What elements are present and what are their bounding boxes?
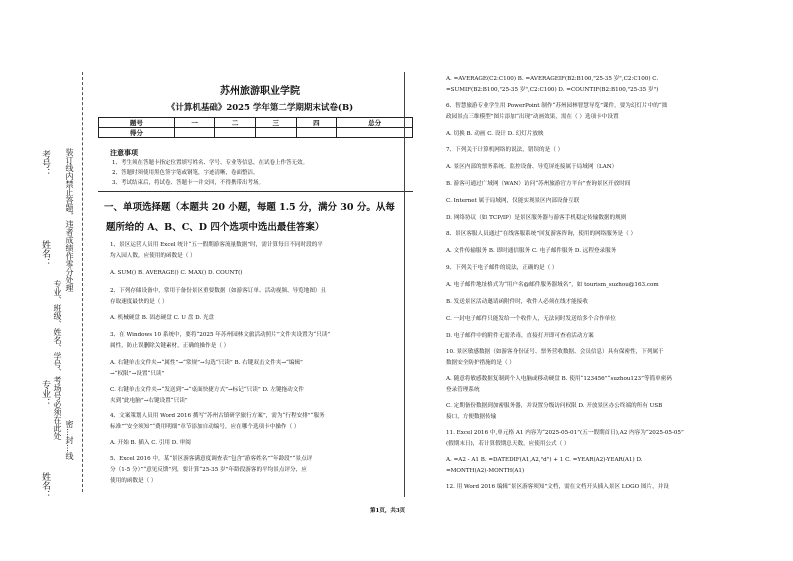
exam-title: 《计算机基础》2025 学年第二学期期末试卷(B) [166,103,354,113]
exam-number-label: 考号： [40,150,50,177]
score-cell: 二 [215,118,256,128]
answer-options: A. SUM() B. AVERAGE() C. MAX() D. COUNT() [110,270,243,276]
question-line: 6、智慧旅游专业学生用 PowerPoint 制作“苏州园林智慧导览”课件，要为幻灯片中的“拙 [446,103,668,109]
question-line: 7、下列关于计算机网络的说法，错误的是（ ） [446,147,564,153]
question-line: 标准”“安全须知”“费用明细”章节添加自动编号，应在哪个选项卡中操作（ ） [110,424,300,430]
answer-options: C. 一封电子邮件只能发给一个收件人，无法同时发送给多个合作单位 [446,316,616,322]
column-divider [404,72,405,497]
answer-options: 夹到“此电脑”→右键设置“只读” [110,398,188,404]
answer-options: A. 右键单击文件夹→“属性”→“常规”→勾选“只读” B. 右键双击文件夹→“编辑” [110,360,303,366]
answer-options: A. 文件传输服务 B. 即时通信服务 C. 电子邮件服务 D. 远程登录服务 [446,248,617,254]
answer-options: 接口，方便数据传输 [446,414,497,420]
question-line: 12. 用 Word 2016 编辑“景区游客须知”文档，需在文档开头插入景区 LOGO 图片，并设 [446,484,669,490]
major-label: 专业： [40,380,50,407]
score-input-cell[interactable] [174,128,215,138]
score-cell: 得分 [99,128,175,138]
answer-options: B. 游客可通过广域网（WAN）访问“苏州旅游官方平台”查询景区开放时间 [446,181,631,187]
score-cell: 三 [255,118,296,128]
notice-item: 2、答题时须使用黑色签字笔或钢笔，字迹清晰，卷面整洁。 [112,170,259,176]
answer-options: A. =AVERAGE(C2:C100) B. =AVERAGEIF(B2:B100,"25-35 岁",C2:C100) C. [446,76,659,82]
answer-options: →“权限”→设置“只读” [110,371,165,377]
answer-options: D. 电子邮件中的附件无需杀毒，直接打开即可查看活动方案 [446,333,594,339]
page-footer: 第1页，共3页 [370,508,406,514]
score-cell: 一 [174,118,215,128]
section-heading-line2: 题所给的 A、B、C、D 四个选项中选出最佳答案） [106,222,325,233]
answer-options: A. 开始 B. 插入 C. 引用 D. 审阅 [110,440,191,446]
score-input-cell[interactable] [255,128,296,138]
score-table [98,117,413,138]
answer-options: =MONTH(A2)-MONTH(A1) [446,468,525,474]
score-cell: 题号 [99,118,175,128]
score-input-cell[interactable] [337,128,413,138]
notice-item: 3、考试结束后，将试卷、答题卡一并交回，不得携带出考场。 [112,180,265,186]
score-cell: 总分 [337,118,413,128]
score-input-cell[interactable] [296,128,337,138]
question-line: 属性，防止误删除关键素材，正确的操作是（ ） [110,343,230,349]
score-input-cell[interactable] [215,128,256,138]
question-line: 使用的函数是（ ） [110,478,157,484]
answer-options: C. 右键单击文件夹→“发送到”→“桌面快捷方式”→标记“只读” D. 左键拖动文件 [110,387,304,393]
answer-options: C. Internet 属于局域网，仅能实现景区内部设备互联 [446,198,580,204]
question-line: (假期末日)，若计算假期总天数，应使用公式（ ） [446,441,570,447]
notice-item: 1、考生须在答题卡指定位置填写姓名、学号、专业等信息，在试卷上作答无效。 [112,160,309,166]
answer-options: A. =A2 - A1 B. =DATEDIF(A1,A2,"d") + 1 C. =YEAR(A2)-YEAR(A1) D. [446,457,643,463]
major-note: 专业、班级、姓名、学号、考场号必须在此处 [53,280,62,440]
question-line: 5、Excel 2016 中，某“景区游客满意度调查表”包含“游客姓名”“年龄段”“景点评 [110,456,313,462]
score-table-header-row [99,118,413,128]
section-heading-line1: 一、单项选择题（本题共 20 小题，每题 1.5 分，满分 30 分。从每 [104,202,395,213]
student-name-label: 姓名： [40,472,50,499]
answer-options: A. 机械硬盘 B. 固态硬盘 C. U 盘 D. 光盘 [110,315,215,321]
answer-options: A. 切换 B. 动画 C. 设计 D. 幻灯片放映 [446,131,544,137]
answer-options: D. 网络协议（如 TCP/IP）是景区服务器与游客手机稳定传输数据的规则 [446,215,627,221]
question-line: 4、文案策划人员用 Word 2016 撰写“苏州古镇研学旅行方案”，需为“行程安排”“服务 [110,413,325,419]
name-label: 姓名： [40,240,50,267]
question-line: 8、景区客服人员通过“在线客服系统”回复游客咨询，使用的网络服务是（ ） [446,231,637,237]
question-line: 9、下列关于电子邮件的说法，正确的是（ ） [446,265,558,271]
answer-options: =SUMIF(B2:B100,"25-35 岁",C2:C100) D. =COUNTIF(B2:B100,"25-35 岁") [446,87,659,93]
question-line: 2、下列存储设备中，常用于备份景区重要数据（如游客订单、活动视频、导览地图）且 [110,288,327,294]
question-line: 10. 景区敏感数据（如游客身份证号、票务营收数据、会员信息）具有保密性，下列属于 [446,349,664,355]
question-line: 政园景点三维模型”图片添加“出现”动画效果，需在（ ）选项卡中设置 [446,114,619,120]
answer-options: B. 发送景区活动邀请函附件时，收件人必须在线才能接收 [446,299,588,305]
answer-options: A. 随意将敏感数据复制到个人电脑或移动硬盘 B. 使用“123456”“suzhou123”等简单密码 [446,376,672,382]
answer-options: 登录管理系统 [446,387,480,393]
binding-note: 装订线内禁止答题，违者成绩作零分处理 [65,148,74,292]
score-cell: 四 [296,118,337,128]
question-line: 均入园人数，应使用的函数是（ ） [110,253,196,259]
score-table-score-row [99,128,413,138]
question-line: 11. Excel 2016 中,单元格 A1 内容为“2025-05-01”(五一假期首日),A2 内容为“2025-05-05” [446,430,684,436]
notice-title: 注意事项 [110,148,138,157]
binding-dash-line [82,72,83,492]
answer-options: A. 景区内部的票务系统、监控设备、导览屏连接属于局域网（LAN） [446,164,618,170]
answer-options: C. 定期备份数据到加密服务器，并设置分级访问权限 D. 开放景区办公终端的所有 USB [446,403,663,409]
section-rule [98,191,413,192]
question-line: 1、景区运营人员用 Excel 统计“五一假期游客流量数据”时，需计算每日不同时段的平 [110,242,323,248]
seal-line-label: 密…封…线 [65,420,74,460]
question-line: 3、在 Windows 10 系统中，要将“2025 年苏州园林文旅活动照片”文件夹设置为“只读” [110,332,331,338]
answer-options: A. 电子邮件地址格式为“用户名@邮件服务器域名”，如 tourism_suzhou@163.com [446,282,659,288]
question-line: 存取速度最快的是（ ） [110,299,168,305]
school-name: 苏州旅游职业学院 [220,86,300,97]
question-line: 数据安全防护措施的是（ ） [446,360,515,366]
question-line: 分（1-5 分）”“意见反馈”列，要计算“25-35 岁”年龄段游客的平均景点评分，应 [110,467,307,473]
